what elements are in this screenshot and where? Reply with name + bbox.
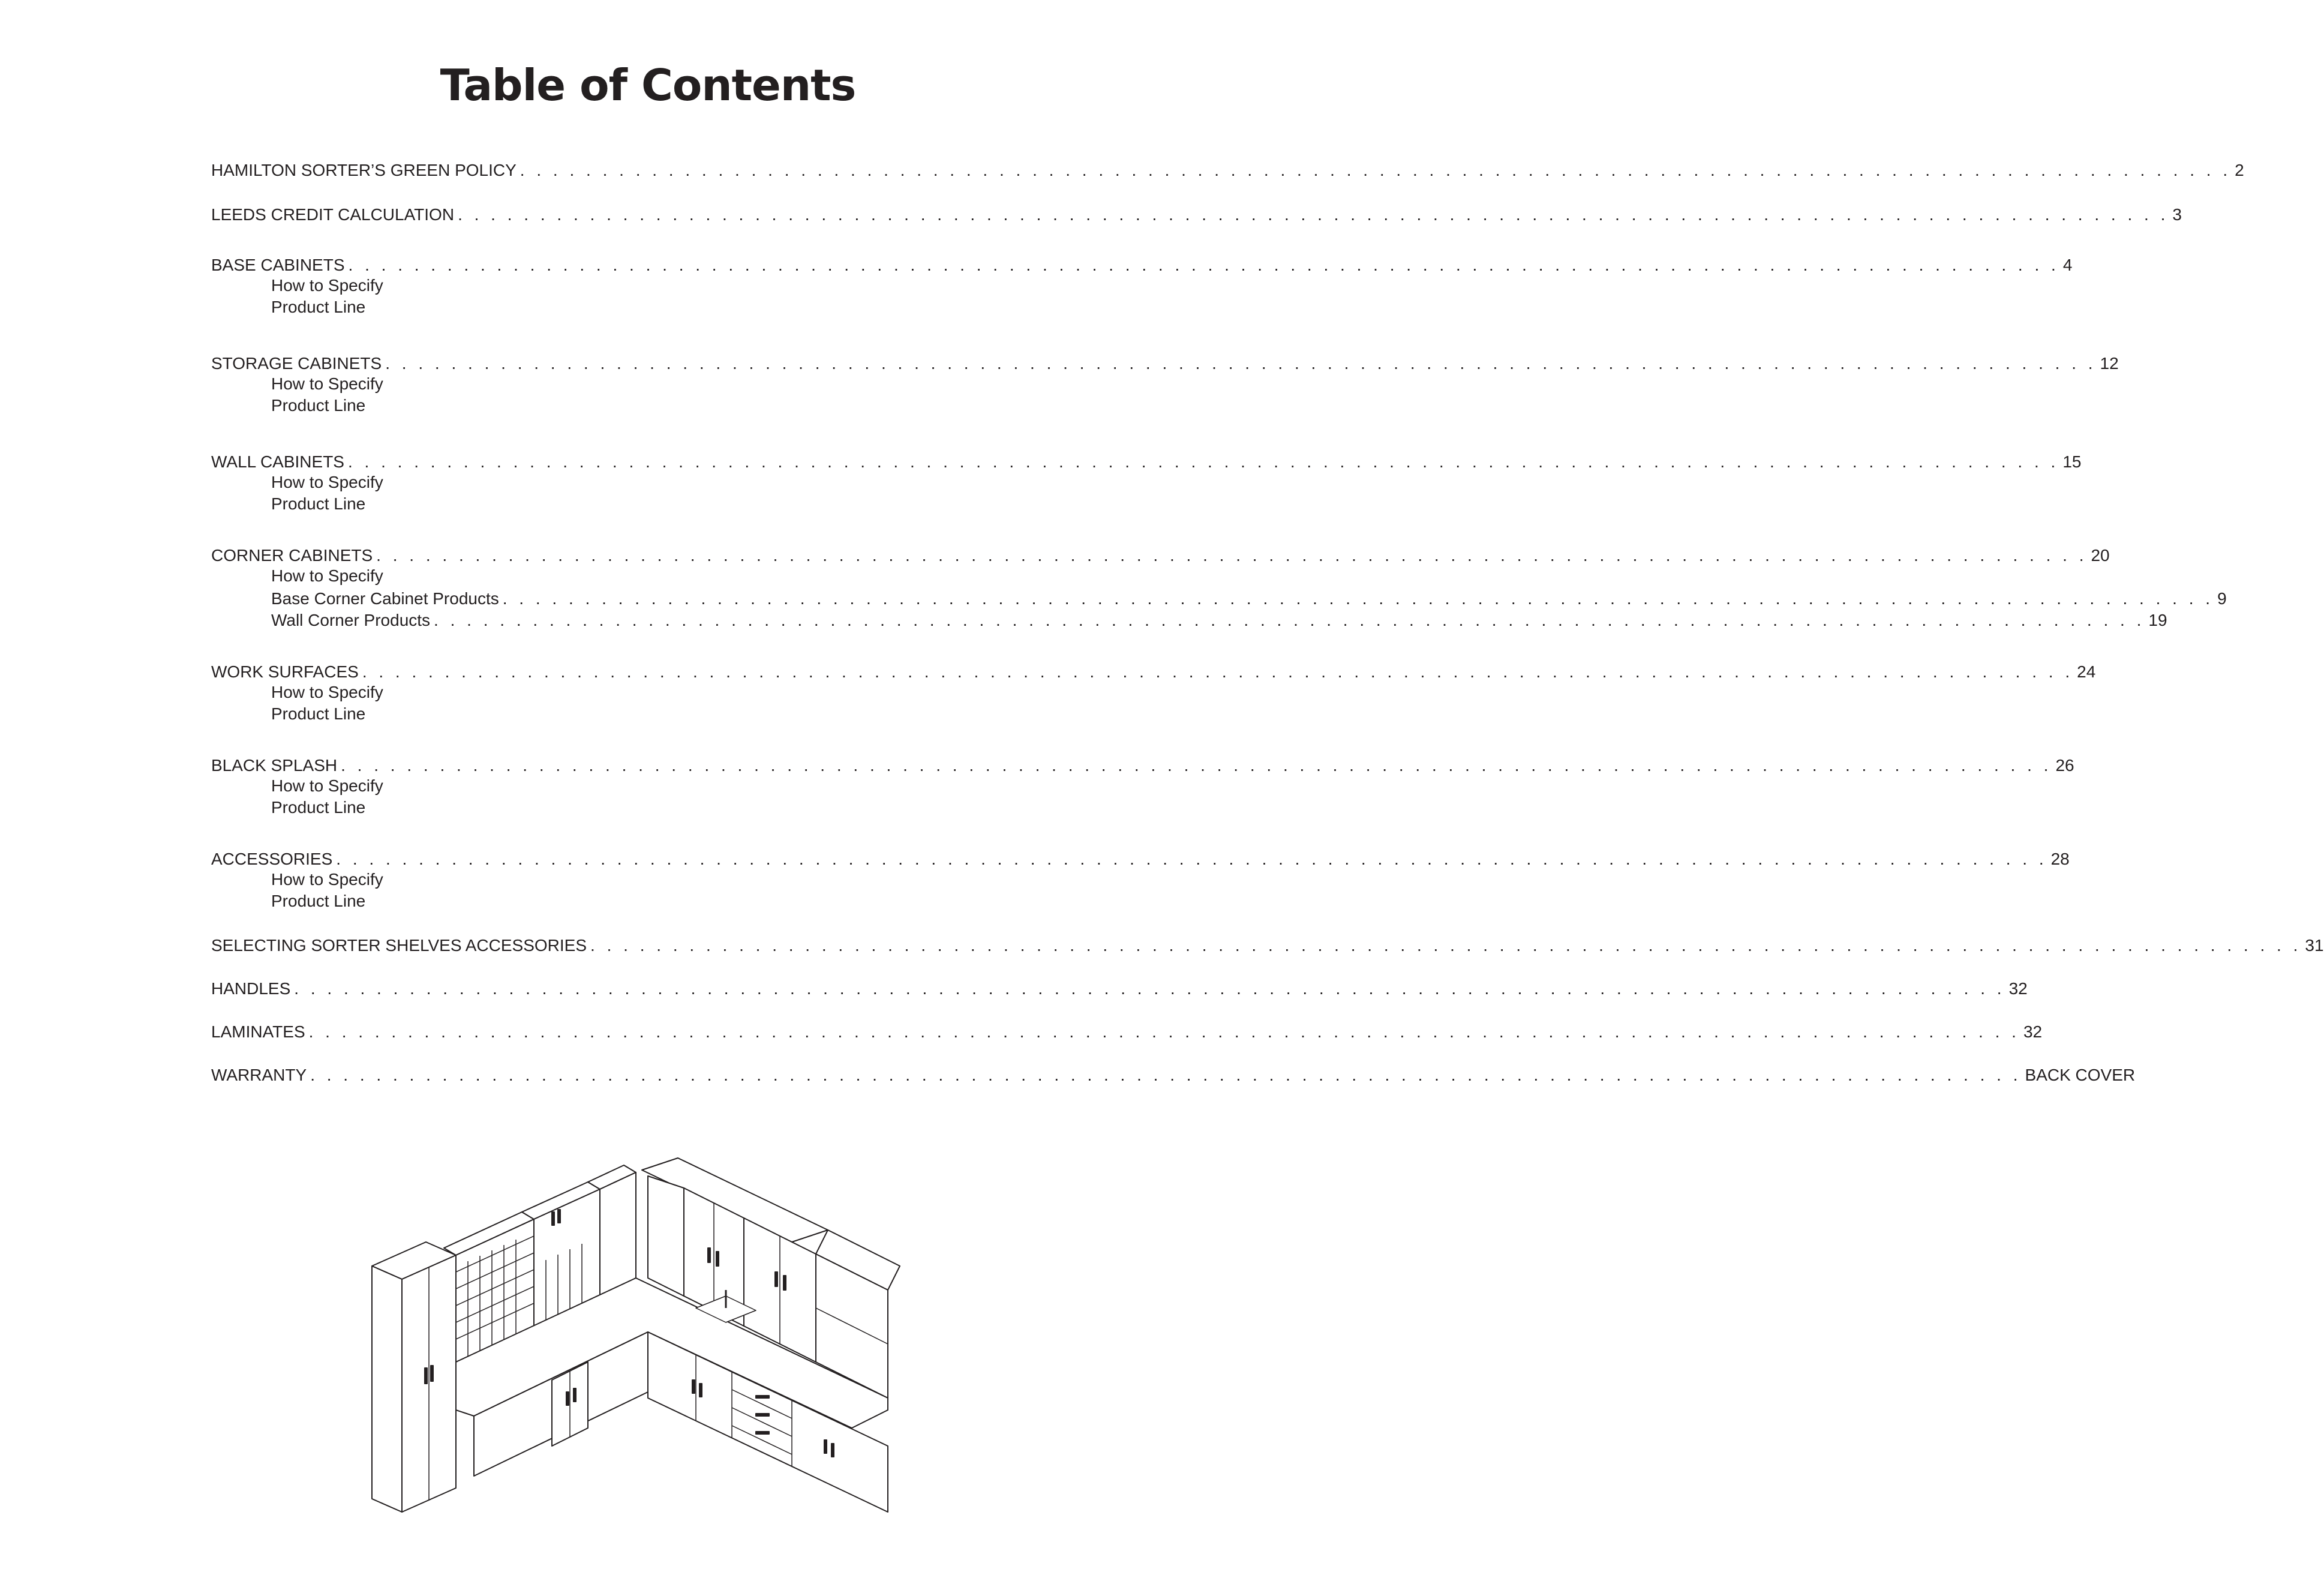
page-title: Table of Contents [440,60,856,110]
toc-entry-label: CORNER CABINETS [211,546,373,565]
toc-entry-wall-cabinets[interactable] [211,450,2082,474]
toc-page-number: 3 [2172,205,2182,224]
toc-entry-base-cabinets[interactable] [211,253,2073,277]
toc-entry-label: BLACK SPLASH [211,756,338,775]
dot-leader: . . . . . . . . . . . . . . . . . . . . . . . . . . . . . . . . . . . . . . . . . . . . . . . . . . . . . . . . . . . . . . . . . . . . . . . . . . . . . . . . . . . . . . . . . . . . . . . . . . . . . . . . [590,936,2302,955]
toc-page-number: 12 [2100,354,2119,373]
toc-subentry: Product Line [271,298,366,316]
toc-page-number: BACK COVER [2025,1066,2136,1084]
toc-subentry: How to Specify [271,374,383,393]
toc-subentry-base-corner[interactable] [271,587,2227,611]
toc-entry-storage-cabinets[interactable] [211,352,2119,376]
toc-page-number: 2 [2235,161,2244,179]
dot-leader: . . . . . . . . . . . . . . . . . . . . . . . . . . . . . . . . . . . . . . . . . . . . . . . . . . . . . . . . . . . . . . . . . . . . . . . . . . . . . . . . . . . . . . . . . . . . . . . . . . . . . . . . [341,756,2052,775]
toc-page-number: 31 [2305,936,2324,955]
toc-page-number: 4 [2062,256,2073,274]
dot-leader: . . . . . . . . . . . . . . . . . . . . . . . . . . . . . . . . . . . . . . . . . . . . . . . . . . . . . . . . . . . . . . . . . . . . . . . . . . . . . . . . . . . . . . . . . . . . . . . . . . . . . . . . [308,1022,2020,1041]
dot-leader: . . . . . . . . . . . . . . . . . . . . . . . . . . . . . . . . . . . . . . . . . . . . . . . . . . . . . . . . . . . . . . . . . . . . . . . . . . . . . . . . . . . . . . . . . . . . . . . . . . . . . . . . [434,611,2145,629]
dot-leader: . . . . . . . . . . . . . . . . . . . . . . . . . . . . . . . . . . . . . . . . . . . . . . . . . . . . . . . . . . . . . . . . . . . . . . . . . . . . . . . . . . . . . . . . . . . . . . . . . . . . . . . . [362,662,2074,681]
toc-page-number: 20 [2091,546,2110,565]
toc-entry-laminates[interactable] [211,1020,2043,1044]
dot-leader: . . . . . . . . . . . . . . . . . . . . . . . . . . . . . . . . . . . . . . . . . . . . . . . . . . . . . . . . . . . . . . . . . . . . . . . . . . . . . . . . . . . . . . . . . . . . . . . . . . . . . . . . [385,354,2097,373]
toc-subentry: How to Specify [271,566,383,585]
toc-subentry: Product Line [271,798,366,817]
toc-subentry: How to Specify [271,870,383,889]
toc-page-number: 26 [2055,756,2074,775]
dot-leader: . . . . . . . . . . . . . . . . . . . . . . . . . . . . . . . . . . . . . . . . . . . . . . . . . . . . . . . . . . . . . . . . . . . . . . . . . . . . . . . . . . . . . . . . . . . . . . . . . . . . . . . . [348,256,2059,274]
toc-entry-work-surfaces[interactable] [211,660,2096,684]
toc-entry-leeds-credit[interactable] [211,203,2182,227]
toc-subentry: Product Line [271,494,366,513]
toc-entry-label: WARRANTY [211,1066,307,1084]
toc-subentry-label: Wall Corner Products [271,611,431,629]
toc-entry-label: WORK SURFACES [211,662,359,681]
toc-entry-green-policy[interactable] [211,158,2244,182]
dot-leader: . . . . . . . . . . . . . . . . . . . . . . . . . . . . . . . . . . . . . . . . . . . . . . . . . . . . . . . . . . . . . . . . . . . . . . . . . . . . . . . . . . . . . . . . . . . . . . . . . . . . . . . . [502,589,2214,608]
toc-entry-warranty[interactable] [211,1063,2136,1087]
toc-entry-corner-cabinets[interactable] [211,544,2110,568]
toc-entry-black-splash[interactable] [211,754,2074,778]
toc-entry-label: ACCESSORIES [211,850,333,868]
toc-entry-label: LAMINATES [211,1022,305,1041]
toc-entry-handles[interactable] [211,977,2028,1001]
toc-entry-label: SELECTING SORTER SHELVES ACCESSORIES [211,936,587,955]
toc-page-number: 28 [2050,850,2070,868]
toc-entry-label: HAMILTON SORTER’S GREEN POLICY [211,161,517,179]
toc-subentry: How to Specify [271,776,383,795]
dot-leader: . . . . . . . . . . . . . . . . . . . . . . . . . . . . . . . . . . . . . . . . . . . . . . . . . . . . . . . . . . . . . . . . . . . . . . . . . . . . . . . . . . . . . . . . . . . . . . . . . . . . . . . . [310,1066,2022,1084]
toc-entry-accessories[interactable] [211,847,2070,871]
toc-entry-sorter-shelves[interactable] [211,934,2324,958]
toc-page-number: 24 [2077,662,2096,681]
toc-page-number: 19 [2148,611,2167,629]
toc-entry-label: WALL CABINETS [211,452,344,471]
toc-entry-label: BASE CABINETS [211,256,345,274]
toc-entry-label: LEEDS CREDIT CALCULATION [211,205,455,224]
toc-subentry-wall-corner[interactable] [271,608,2167,632]
toc-subentry: Product Line [271,892,366,910]
toc-entry-label: STORAGE CABINETS [211,354,382,373]
dot-leader: . . . . . . . . . . . . . . . . . . . . . . . . . . . . . . . . . . . . . . . . . . . . . . . . . . . . . . . . . . . . . . . . . . . . . . . . . . . . . . . . . . . . . . . . . . . . . . . . . . . . . . . . [520,161,2232,179]
toc-page-number: 15 [2062,452,2082,471]
dot-leader: . . . . . . . . . . . . . . . . . . . . . . . . . . . . . . . . . . . . . . . . . . . . . . . . . . . . . . . . . . . . . . . . . . . . . . . . . . . . . . . . . . . . . . . . . . . . . . . . . . . . . . . . [336,850,2047,868]
toc-subentry: How to Specify [271,473,383,491]
toc-page-number: 32 [2023,1022,2043,1041]
toc-subentry: Product Line [271,704,366,723]
toc-entry-label: HANDLES [211,979,291,998]
toc-subentry: How to Specify [271,683,383,701]
toc-subentry-label: Base Corner Cabinet Products [271,589,499,608]
toc-page-number: 9 [2217,589,2227,608]
dot-leader: . . . . . . . . . . . . . . . . . . . . . . . . . . . . . . . . . . . . . . . . . . . . . . . . . . . . . . . . . . . . . . . . . . . . . . . . . . . . . . . . . . . . . . . . . . . . . . . . . . . . . . . . [458,205,2169,224]
dot-leader: . . . . . . . . . . . . . . . . . . . . . . . . . . . . . . . . . . . . . . . . . . . . . . . . . . . . . . . . . . . . . . . . . . . . . . . . . . . . . . . . . . . . . . . . . . . . . . . . . . . . . . . . [347,452,2059,471]
toc-page-number: 32 [2008,979,2028,998]
dot-leader: . . . . . . . . . . . . . . . . . . . . . . . . . . . . . . . . . . . . . . . . . . . . . . . . . . . . . . . . . . . . . . . . . . . . . . . . . . . . . . . . . . . . . . . . . . . . . . . . . . . . . . . . [376,546,2088,565]
toc-subentry: Product Line [271,396,366,415]
toc-subentry: How to Specify [271,276,383,295]
dot-leader: . . . . . . . . . . . . . . . . . . . . . . . . . . . . . . . . . . . . . . . . . . . . . . . . . . . . . . . . . . . . . . . . . . . . . . . . . . . . . . . . . . . . . . . . . . . . . . . . . . . . . . . . [294,979,2005,998]
cabinet-layout-illustration [360,1128,936,1524]
